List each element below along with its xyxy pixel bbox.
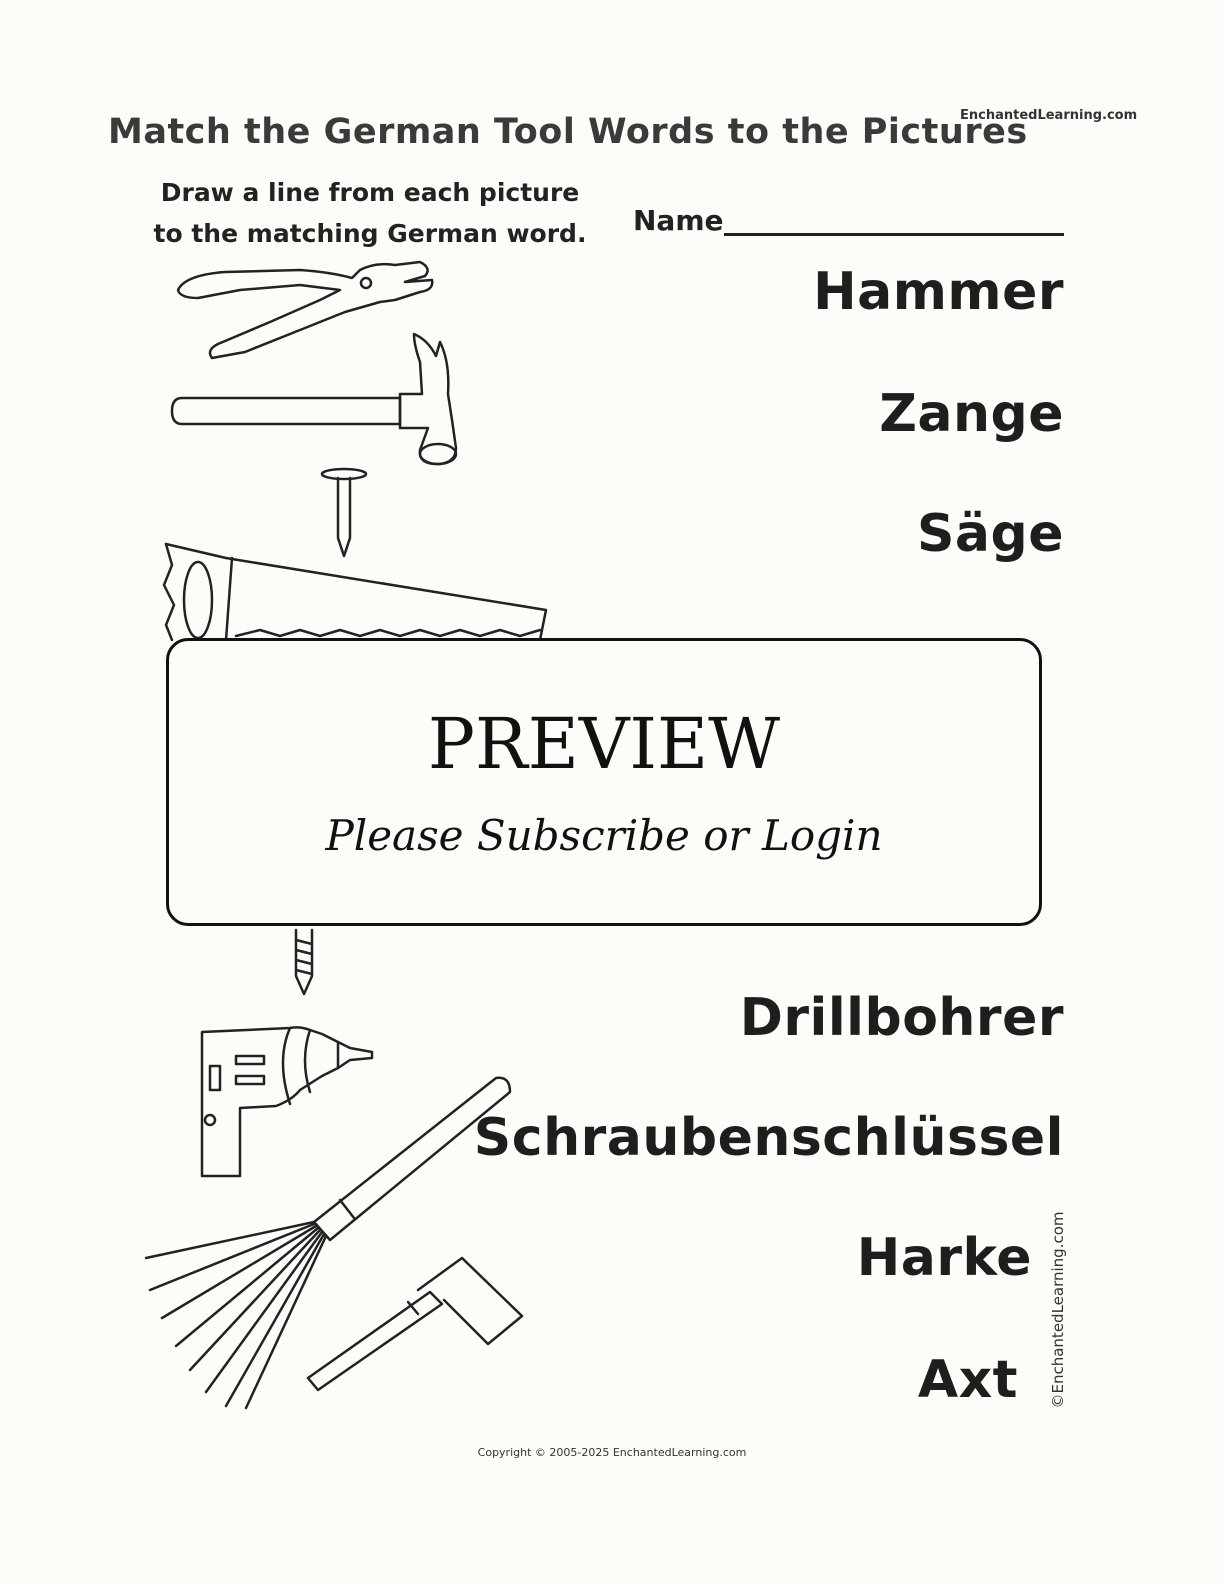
preview-subscribe-link[interactable]: Please Subscribe or Login — [325, 811, 883, 860]
word-harke: Harke — [856, 1228, 1032, 1288]
word-drillbohrer: Drillbohrer — [739, 988, 1064, 1048]
footer-copyright: Copyright © 2005-2025 EnchantedLearning.com — [477, 1446, 747, 1459]
pliers-icon — [178, 262, 432, 358]
side-copyright: ©EnchantedLearning.com — [1049, 1211, 1067, 1409]
preview-overlay[interactable] — [166, 638, 1042, 926]
page-title: Match the German Tool Words to the Pictures — [108, 112, 1028, 152]
name-label: Name — [633, 204, 724, 237]
preview-title: PREVIEW — [427, 703, 781, 785]
instructions-line-1: Draw a line from each picture — [160, 178, 580, 207]
nail-icon — [322, 469, 366, 556]
site-link[interactable]: EnchantedLearning.com — [960, 108, 1138, 123]
drill-icon — [202, 1027, 372, 1176]
hammer-icon — [172, 334, 456, 464]
axe-icon — [308, 1258, 522, 1390]
saw-icon — [164, 544, 546, 640]
word-saege: Säge — [916, 504, 1064, 564]
word-schraubenschluessel: Schraubenschlüssel — [473, 1108, 1064, 1168]
rake-icon — [146, 1078, 510, 1408]
word-hammer: Hammer — [813, 262, 1064, 322]
word-zange: Zange — [879, 384, 1064, 444]
instructions-line-2: to the matching German word. — [153, 219, 587, 248]
screw-icon — [296, 930, 312, 994]
word-axt: Axt — [917, 1350, 1018, 1410]
